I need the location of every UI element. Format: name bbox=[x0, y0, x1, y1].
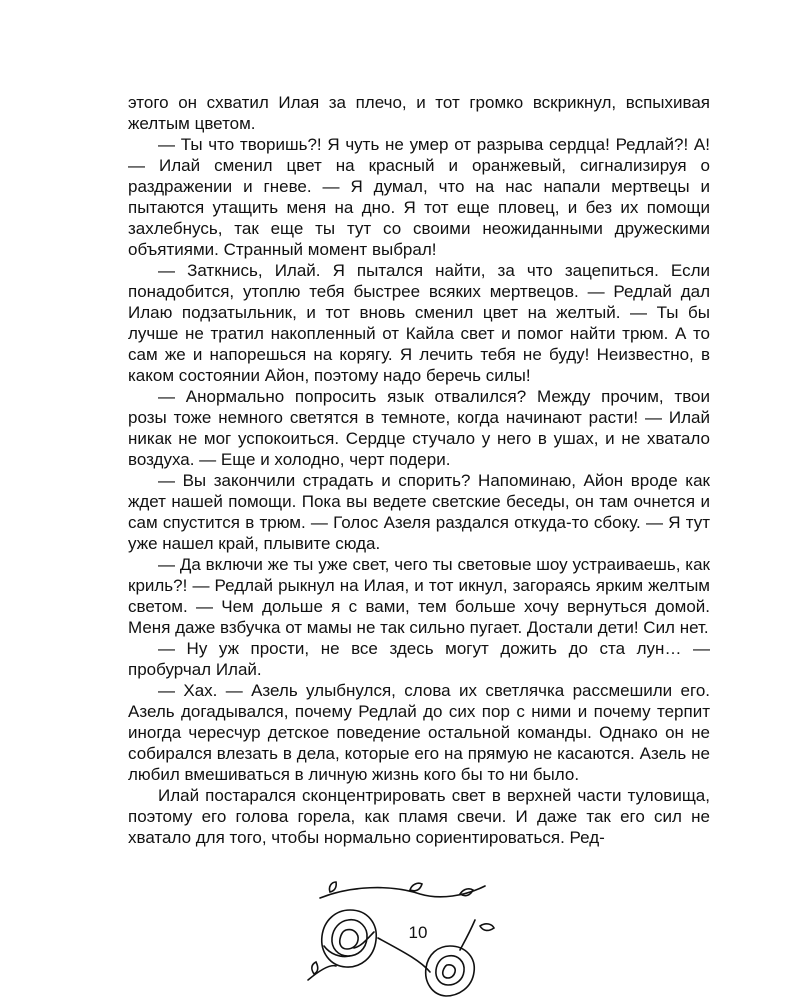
paragraph-7: — Ну уж прости, не все здесь могут дожить до ста лун… — пробурчал Илай. bbox=[128, 639, 710, 679]
page-number: 10 bbox=[396, 922, 440, 944]
paragraph-4: — Анормально попросить язык отвалился? Между прочим, твои розы тоже немного светятся в темноте, когда начинают расти! — Илай никак не мог успокоиться. Сердце стучало у него в ушах, и не хватало воздуха. — Еще и холодно, черт подери. bbox=[128, 387, 710, 469]
paragraph-3: — Заткнись, Илай. Я пытался найти, за что зацепиться. Если понадобится, утоплю тебя быстрее всяких мертвецов. — Редлай дал Илаю подзатыльник, и тот вновь сменил цвет на желтый. — Ты бы лучше не тратил накопленный от Кайла свет и помог найти трюм. А то сам же и напорешься на корягу. Я лечить тебя не буду! Неизвестно, в каком состоянии Айон, поэтому надо беречь силы! bbox=[128, 261, 710, 385]
paragraph-9: Илай постарался сконцентрировать свет в верхней части туловища, поэтому его голова горела, как пламя свечи. И даже так его сил не хватало для того, чтобы нормально сориентироваться. Ред- bbox=[128, 786, 710, 847]
paragraph-5: — Вы закончили страдать и спорить? Напоминаю, Айон вроде как ждет нашей помощи. Пока вы ведете светские беседы, он там очнется и сам спустится в трюм. — Голос Азеля раздался откуда-то сбоку. — Я тут уже нашел край, плывите сюда. bbox=[128, 471, 710, 553]
paragraph-1: этого он схватил Илая за плечо, и тот громко вскрикнул, вспыхивая желтым цветом. bbox=[128, 93, 710, 133]
page-body-text bbox=[128, 92, 710, 848]
paragraph-2: — Ты что творишь?! Я чуть не умер от разрыва сердца! Редлай?! А! — Илай сменил цвет на красный и оранжевый, сигнализируя о раздражении и гневе. — Я думал, что на нас напали мертвецы и пытаются утащить меня на дно. Я тот еще пловец, и без их помощи захлебнусь, так еще ты тут со своими неожиданными дружескими объятиями. Странный момент выбрал! bbox=[128, 135, 710, 259]
paragraph-6: — Да включи же ты уже свет, чего ты световые шоу устраиваешь, как криль?! — Редлай рыкнул на Илая, и тот икнул, загораясь ярким желтым светом. — Чем дольше я с вами, тем больше хочу вернуться домой. Меня даже взбучка от мамы не так сильно пугает. Достали дети! Сил нет. bbox=[128, 555, 710, 637]
paragraph-8: — Хах. — Азель улыбнулся, слова их светлячка рассмешили его. Азель догадывался, почему Редлай до сих пор с ними и почему терпит иногда чересчур детское поведение остальной команды. Однако он не собирался влезать в дела, которые его на прямую не касаются. Азель не любил вмешиваться в личную жизнь кого бы то ни было. bbox=[128, 681, 710, 784]
